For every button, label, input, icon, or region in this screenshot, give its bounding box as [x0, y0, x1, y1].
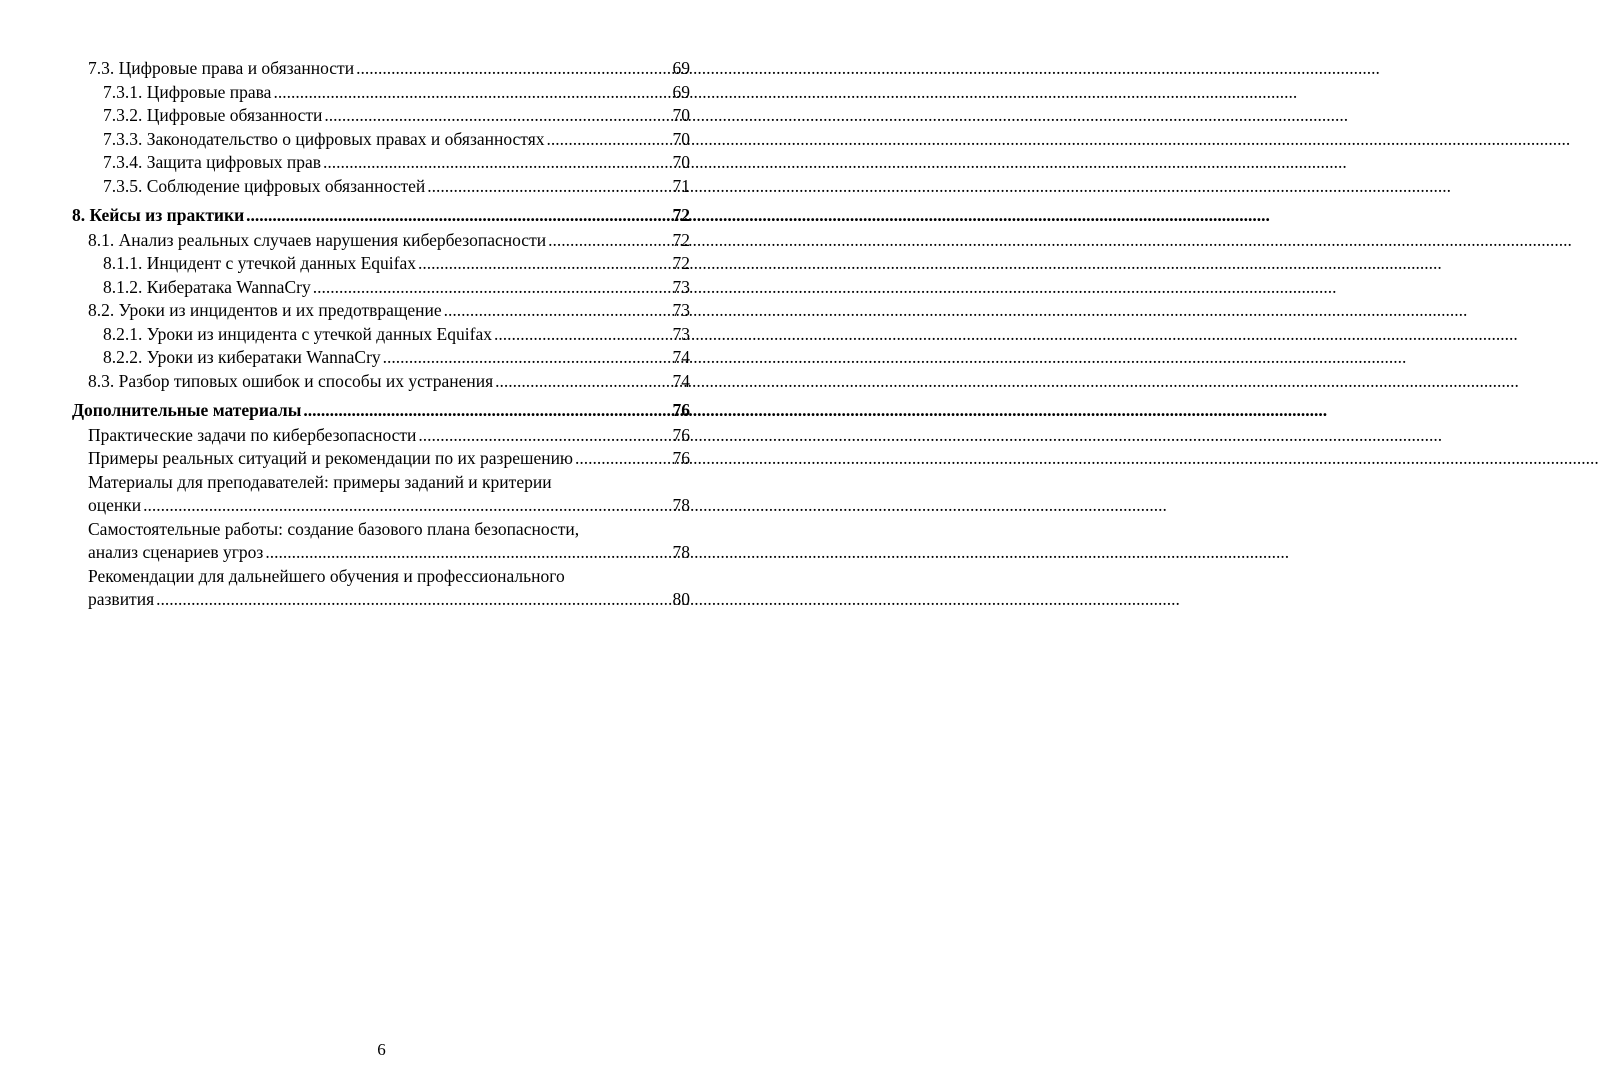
toc-entry-page: 74: [672, 347, 690, 367]
toc-entry-title: 7.3.5. Соблюдение цифровых обязанностей: [103, 175, 426, 196]
toc-leader-dots: [418, 252, 670, 276]
toc-leader-dots: [246, 204, 670, 228]
toc-entry-title-line: развития: [88, 589, 155, 609]
toc-entry-title: 8.2. Уроки из инцидентов и их предотвращение: [88, 300, 442, 320]
toc-entry-page: 80: [672, 589, 690, 609]
toc-entry-title: 7.3.4. Защита цифровых прав: [103, 152, 321, 172]
toc-entry-title: 8.3. Разбор типовых ошибок и способы их устранения: [88, 370, 494, 391]
toc-entry-page: 73: [672, 300, 690, 320]
toc-entry[interactable]: [72, 104, 690, 128]
toc-entry-title: 8.1.1. Инцидент с утечкой данных Equifax: [103, 253, 417, 273]
toc-leader-dots: [383, 346, 671, 370]
toc-entry[interactable]: [72, 323, 690, 347]
toc-entry-page: 69: [672, 81, 690, 102]
toc-entry[interactable]: [72, 299, 690, 323]
toc-entry-title: 7.3. Цифровые права и обязанности: [88, 58, 355, 78]
toc-entry[interactable]: [72, 128, 690, 152]
toc-entry-title-line: Рекомендации для дальнейшего обучения и профессионального: [88, 565, 565, 586]
toc-entry-page: 74: [672, 370, 690, 391]
table-of-contents: [72, 57, 690, 612]
toc-entry-title: 8.1.2. Кибератака WannaCry: [103, 276, 311, 297]
toc-entry[interactable]: [72, 424, 690, 448]
toc-leader-dots: [547, 128, 671, 152]
toc-leader-dots: [313, 276, 671, 300]
toc-entry-page: 72: [672, 229, 690, 250]
toc-entry-title: Практические задачи по кибербезопасности: [88, 424, 417, 445]
toc-entry-page: 78: [672, 495, 690, 515]
toc-entry-page: 70: [672, 152, 690, 172]
toc-leader-dots: [575, 447, 670, 471]
toc-entry-title-line: Самостоятельные работы: создание базового плана безопасности,: [88, 518, 580, 539]
toc-leader-dots: [273, 81, 670, 105]
toc-entry-title: 7.3.1. Цифровые права: [103, 81, 272, 102]
toc-entry-page: 78: [672, 542, 690, 562]
toc-entry-title: Примеры реальных ситуаций и рекомендации по их разрешению: [88, 448, 574, 468]
toc-leader-dots: [418, 424, 670, 448]
toc-entry-page: 70: [672, 128, 690, 149]
toc-entry[interactable]: [72, 151, 690, 175]
toc-entry[interactable]: [72, 276, 690, 300]
toc-entry-page: 73: [672, 276, 690, 297]
toc-entry-page: 73: [672, 323, 690, 344]
toc-entry[interactable]: [72, 229, 690, 253]
toc-entry-page: 69: [672, 58, 690, 78]
toc-entry-page: 76: [672, 400, 690, 420]
toc-leader-dots: [444, 299, 671, 323]
toc-entry-title-line: Материалы для преподавателей: примеры заданий и критерии: [88, 471, 552, 492]
toc-entry[interactable]: [72, 346, 690, 370]
toc-entry-page: 76: [672, 448, 690, 468]
toc-leader-dots: [494, 323, 671, 347]
toc-entry-page: 72: [672, 205, 690, 225]
toc-entry-title: Дополнительные материалы: [72, 400, 302, 420]
toc-chapter-entry[interactable]: [72, 204, 690, 228]
toc-entry[interactable]: [72, 565, 690, 612]
toc-leader-dots: [323, 151, 671, 175]
toc-leader-dots: [303, 399, 670, 423]
toc-entry[interactable]: [72, 57, 690, 81]
toc-entry-page: 71: [672, 175, 690, 196]
toc-entry-title: 7.3.2. Цифровые обязанности: [103, 105, 323, 125]
toc-entry-title: 8.1. Анализ реальных случаев нарушения кибербезопасности: [88, 229, 547, 250]
toc-entry-title-line: оценки: [88, 495, 142, 515]
toc-leader-dots: [356, 57, 670, 81]
toc-entry[interactable]: [72, 518, 690, 565]
toc-leader-dots: [495, 370, 670, 394]
page-number: 6: [377, 1040, 386, 1059]
toc-entry[interactable]: [72, 447, 690, 471]
toc-leader-dots: [143, 494, 670, 518]
toc-entry[interactable]: [72, 175, 690, 199]
toc-entry-page: 76: [672, 424, 690, 445]
toc-entry-title: 7.3.3. Законодательство о цифровых правах и обязанностях: [103, 128, 545, 149]
toc-leader-dots: [548, 229, 670, 253]
toc-entry-title: 8. Кейсы из практики: [72, 205, 245, 225]
toc-entry-title: 8.2.1. Уроки из инцидента с утечкой данных Equifax: [103, 323, 492, 344]
toc-entry[interactable]: [72, 81, 690, 105]
toc-entry-title: 8.2.2. Уроки из кибератаки WannaCry: [103, 347, 381, 367]
toc-entry-page: 70: [672, 105, 690, 125]
toc-leader-dots: [427, 175, 670, 199]
toc-leader-dots: [156, 588, 670, 612]
toc-entry-title-line: анализ сценариев угроз: [88, 542, 264, 562]
toc-leader-dots: [265, 541, 670, 565]
toc-entry[interactable]: [72, 252, 690, 276]
toc-entry[interactable]: [72, 370, 690, 394]
toc-entry-page: 72: [672, 253, 690, 273]
toc-chapter-entry[interactable]: [72, 399, 690, 423]
toc-entry[interactable]: [72, 471, 690, 518]
toc-leader-dots: [324, 104, 670, 128]
